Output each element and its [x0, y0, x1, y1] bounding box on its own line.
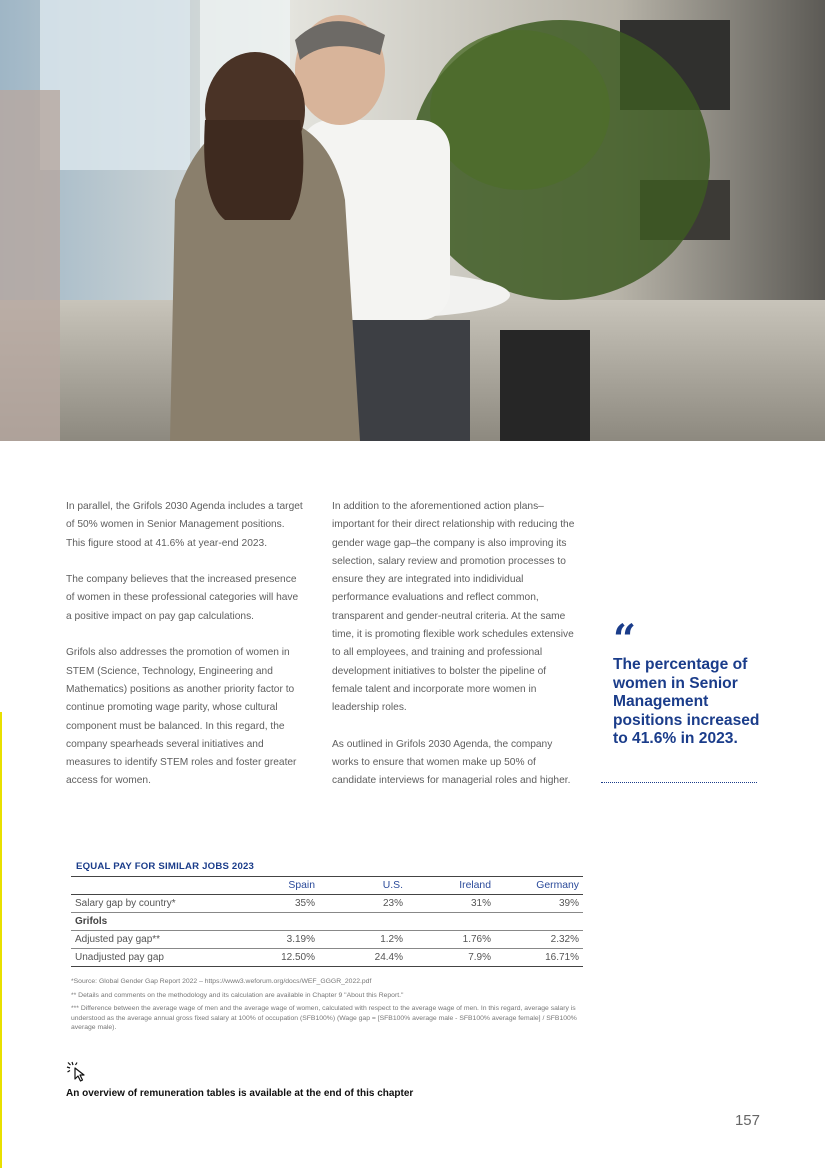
column-header — [71, 877, 231, 895]
table-cell: 7.9% — [407, 949, 495, 967]
table-cell — [495, 913, 583, 931]
table-row — [71, 931, 583, 949]
equal-pay-table — [71, 876, 583, 967]
table-cell: 1.2% — [319, 931, 407, 949]
pull-quote-divider — [601, 782, 757, 783]
paragraph: Grifols also addresses the promotion of women in STEM (Science, Technology, Engineering and Mathematics) positions as another priority factor to continue promoting wage parity, whose cultural component must be balanced. In this regard, the company spearheads several initiatives and measures to identify STEM roles and foster greater access for women. — [66, 647, 297, 787]
hero-photo — [0, 0, 825, 441]
pull-quote-text: The percentage of women in Senior Management positions increased to 41.6% in 2023. — [613, 656, 760, 748]
paragraph: The company believes that the increased presence of women in these professional categories will have a positive impact on pay gap calculations. — [66, 574, 299, 622]
table-group-row — [71, 913, 583, 931]
table-cell: 2.32% — [495, 931, 583, 949]
table-cell: 39% — [495, 895, 583, 913]
pull-quote — [613, 616, 763, 749]
column-header-spain: Spain — [231, 877, 319, 895]
paragraph: In parallel, the Grifols 2030 Agenda includes a target of 50% women in Senior Management positions. This figure stood at 41.6% at year-end 2023. — [66, 501, 303, 549]
quote-mark-icon: “ — [613, 616, 637, 663]
click-cursor-icon[interactable] — [66, 1060, 88, 1082]
paragraph: As outlined in Grifols 2030 Agenda, the company works to ensure that women make up 50% of candidate interviews for managerial roles and higher. — [332, 738, 571, 787]
table-cell: 35% — [231, 895, 319, 913]
table-cell — [407, 913, 495, 931]
left-accent-rule — [0, 712, 2, 1168]
column-header-ireland: Ireland — [407, 877, 495, 895]
table-cell: 24.4% — [319, 949, 407, 967]
footnote: *** Difference between the average wage of men and the average wage of women, calculated with respect to the average wage of men. In this regard, average salary is understood as the average annual gross fixed salary at 100% of occupation (SFB100%) (Wage gap = [SFB100% average male - SFB100% average female] / SFB100% average male). — [71, 1005, 577, 1032]
table-row — [71, 949, 583, 967]
page-number: 157 — [734, 1112, 760, 1129]
body-column-left — [66, 498, 306, 809]
table-cell: 3.19% — [231, 931, 319, 949]
office-photo-icon — [0, 0, 825, 441]
table-cell: 12.50% — [231, 949, 319, 967]
footnote: *Source: Global Gender Gap Report 2022 – https://www3.weforum.org/docs/WEF_GGGR_2022.pdf — [71, 978, 372, 985]
row-label: Unadjusted pay gap — [71, 949, 231, 967]
table-cell: 31% — [407, 895, 495, 913]
footnote: ** Details and comments on the methodology and its calculation are available in Chapter 9 "About this Report." — [71, 991, 404, 999]
table-header-row — [71, 877, 583, 895]
column-header-germany: Germany — [495, 877, 583, 895]
table-cell: 16.71% — [495, 949, 583, 967]
overview-link[interactable]: An overview of remuneration tables is available at the end of this chapter — [66, 1088, 414, 1099]
table-cell: 1.76% — [407, 931, 495, 949]
footnotes — [71, 977, 581, 1037]
row-label: Adjusted pay gap** — [71, 931, 231, 949]
table-cell — [319, 913, 407, 931]
paragraph: In addition to the aforementioned action plans–important for their direct relationship with reducing the gender wage gap–the company is also improving its selection, salary review and promotion processes to ensure they are integrated into indidividual performance evaluations and reflect common, transparent and gender-neutral criteria. At the same time, it is promoting flexible work schedules extensive to all employees, and training and professional development initiatives to bolster the pipeline of female talent and incorporate more women in leadership roles. — [332, 501, 575, 714]
row-label: Salary gap by country* — [71, 895, 231, 913]
table-row — [71, 895, 583, 913]
table-cell: 23% — [319, 895, 407, 913]
table-cell — [231, 913, 319, 931]
column-header-us: U.S. — [319, 877, 407, 895]
body-column-right — [332, 498, 577, 809]
table-title: EQUAL PAY FOR SIMILAR JOBS 2023 — [76, 861, 255, 872]
row-group-label: Grifols — [71, 913, 231, 931]
